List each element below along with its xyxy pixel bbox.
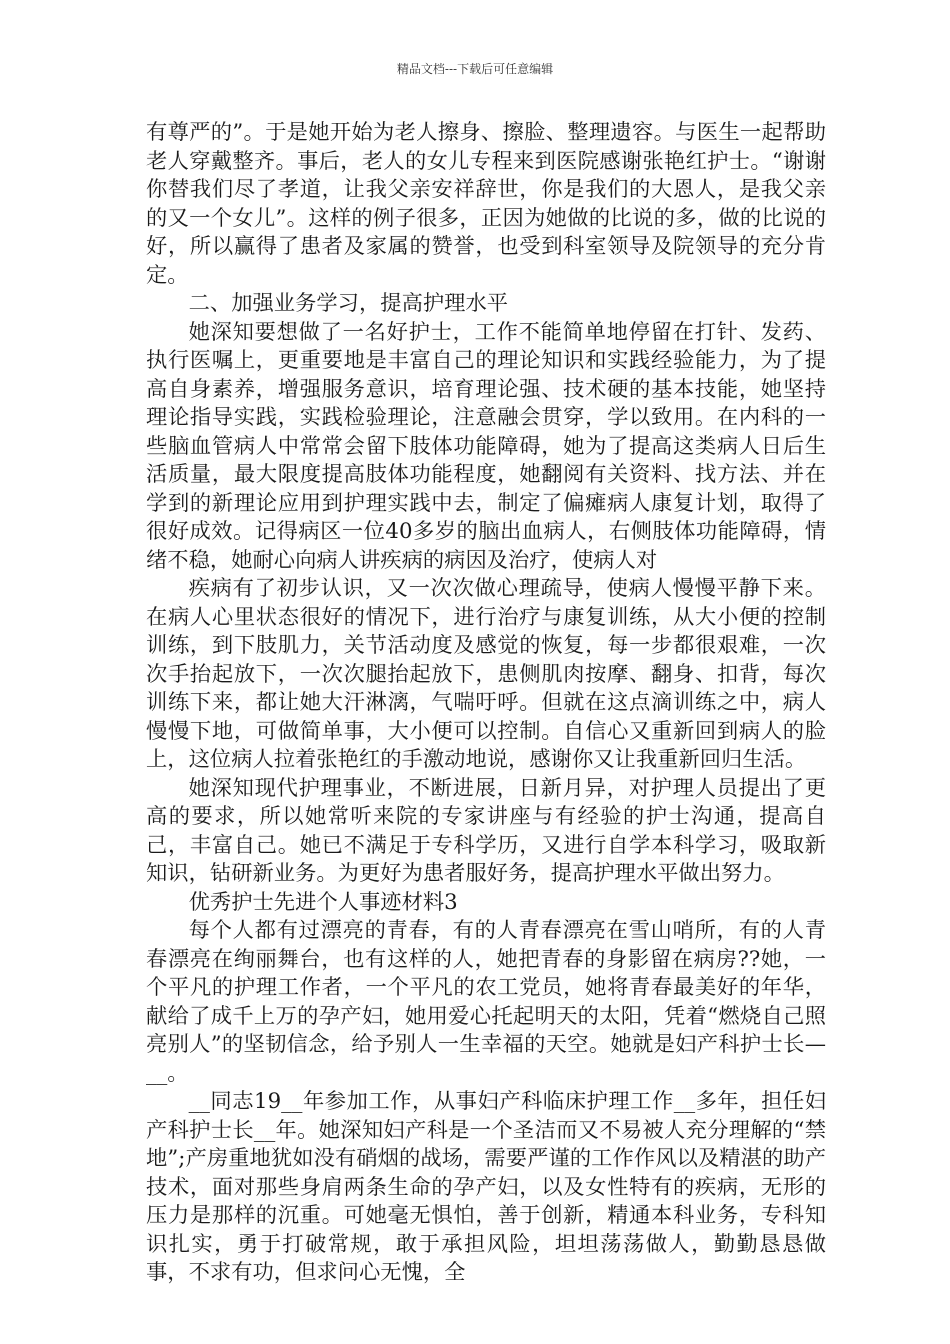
section-heading: 二、加强业务学习，提高护理水平 <box>188 291 509 316</box>
article-title: 优秀护士先进个人事迹材料3 <box>188 889 458 915</box>
paragraph-2: 她深知要想做了一名好护士，工作不能简单地停留在打针、发药、执行医嘱上，更重要地是丰富自己的理论知识和实践经验能力，为了提高自身素养，增强服务意识，培育理论强、技术硬的基本技能，她坚持理论指导实践，实践检验理论，注意融会贯穿，学以致用。在内科的一些脑血管病人中常常会留下肢体功能障碍，她为了提高这类病人日后生活质量，最大限度提高肢体功能程度，她翻阅有关资料、找方法、并在学到的新理论应用到护理实践中去，制定了偏瘫病人康复计划，取得了很好成效。记得病区一位40多岁的脑出血病人，右侧肢体功能障碍，情绪不稳，她耐心向病人讲疾病的病因及治疗，使病人对 <box>146 319 826 573</box>
paragraph-1: 有尊严的”。于是她开始为老人擦身、擦脸、整理遗容。与医生一起帮助老人穿戴整齐。事后，老人的女儿专程来到医院感谢张艳红护士。“谢谢你替我们尽了孝道，让我父亲安祥辞世，你是我们的大恩人，是我父亲的又一个女儿”。这样的例子很多，正因为她做的比说的多，做的比说的好，所以赢得了患者及家属的赞誉，也受到科室领导及院领导的充分肯定。 <box>146 120 826 288</box>
document-body <box>146 119 826 1288</box>
paragraph-3: 疾病有了初步认识，又一次次做心理疏导，使病人慢慢平静下来。在病人心里状态很好的情况下，进行治疗与康复训练，从大小便的控制训练，到下肢肌力，关节活动度及感觉的恢复，每一步都很艰难，一次次手抬起放下，一次次腿抬起放下，患侧肌肉按摩、翻身、扣背，每次训练下来，都让她大汗淋漓，气喘吁呼。但就在这点滴训练之中，病人慢慢下地，可做简单事，大小便可以控制。自信心又重新回到病人的脸上，这位病人拉着张艳红的手激动地说，感谢你又让我重新回归生活。 <box>146 576 826 772</box>
paragraph-6: __同志19__年参加工作，从事妇产科临床护理工作__多年，担任妇产科护士长__年。她深知妇产科是一个圣洁而又不易被人充分理解的“禁地”;产房重地犹如没有硝烟的战场，需要严谨的工作作风以及精湛的助产技术，面对那些身肩两条生命的孕产妇，以及女性特有的疾病，无形的压力是那样的沉重。可她毫无惧怕，善于创新，精通本科业务，专科知识扎实，勇于打破常规，敢于承担风险，坦坦荡荡做人，勤勤恳恳做事，不求有功，但求问心无愧，全 <box>146 1089 826 1285</box>
page-header: 精品文档---下载后可任意编辑 <box>396 62 554 76</box>
paragraph-5: 每个人都有过漂亮的青春，有的人青春漂亮在雪山哨所，有的人青春漂亮在绚丽舞台，也有这样的人，她把青春的身影留在病房??她，一个平凡的护理工作者，一个平凡的农工党员，她将青春最美好的年华，献给了成千上万的孕产妇，她用爱心托起明天的太阳，凭着“燃烧自己照亮别人”的坚韧信念，给予别人一生幸福的天空。她就是妇产科护士长—__。 <box>146 918 826 1086</box>
paragraph-4: 她深知现代护理事业，不断进展，日新月异，对护理人员提出了更高的要求，所以她常听来院的专家讲座与有经验的护士沟通，提高自己，丰富自己。她已不满足于专科学历，又进行自学本科学习，吸取新知识，钻研新业务。为更好为患者服好务，提高护理水平做出努力。 <box>146 775 826 886</box>
